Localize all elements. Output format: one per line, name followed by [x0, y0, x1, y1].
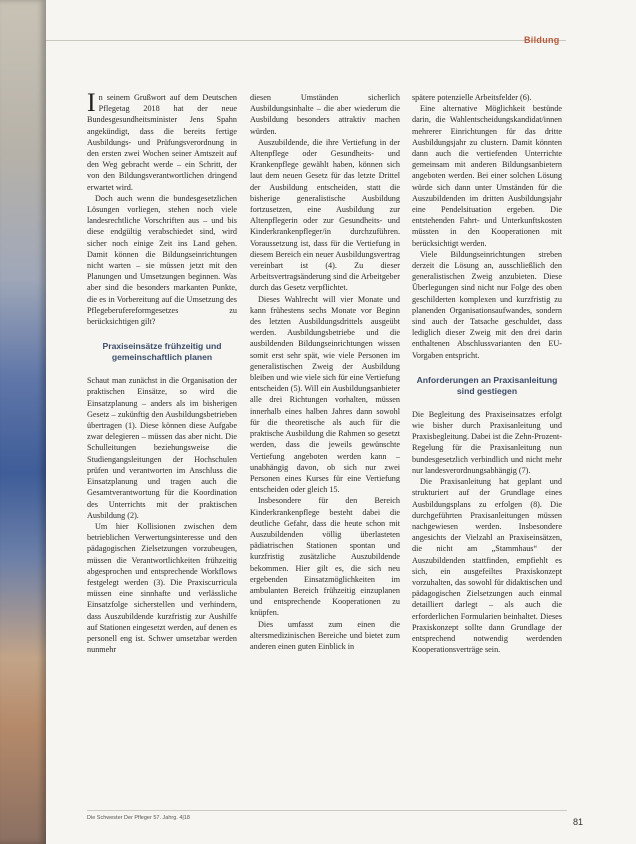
paragraph: spätere potenzielle Arbeitsfelder (6).: [412, 93, 532, 102]
paragraph: Insbesondere für den Bereich Kinderkrankenpflege besteht dabei die deutliche Gefahr, dass die heute schon mit Auszubildenden völlig überlasteten pädiatrischen Stationen spontan und kurzfristig zusätzliche Auszubildende bekommen. Hier gilt es, die sich neu ergebenden Einsatzmöglichkeiten im ambulanten Bereich frühzeitig einzuplanen und entsprechende Kooperationen zu knüpfen.: [250, 496, 400, 618]
column-3: [412, 92, 562, 655]
paragraph: Die Begleitung des Praxiseinsatzes erfolgt wie bisher durch Praxisanleitung und Praxisbegleitung. Dabei ist die Zehn-Prozent-Regelung für die Praxisanleitung nun bundesgesetzlich verbindlich und nicht mehr nur landesverordnungsabhängig (7).: [412, 409, 562, 475]
footer-rule: [87, 810, 567, 811]
page-number: 81: [573, 817, 584, 827]
paragraph: In seinem Grußwort auf dem Deutschen Pflegetag 2018 hat der neue Bundesgesundheitsminister Jens Spahn angekündigt, dass die bereits fertige Ausbildungs- und Prüfungsverordnung in den ersten zwei Wochen seiner Amtszeit auf den Weg gebracht werde – ein Schritt, der von den Bildungsverantwortlichen dringend erwartet wird.: [87, 88, 237, 192]
column-2: [250, 92, 400, 652]
section-heading: Praxiseinsätze frühzeitig und gemeinschaftlich planen: [102, 341, 222, 363]
section-heading: Anforderungen an Praxisanleitung sind gestiegen: [416, 374, 558, 396]
section-tag: Bildung: [524, 35, 560, 45]
paragraph: Um hier Kollisionen zwischen dem betrieblichen Verwertungsinteresse und den pädagogischen Zielsetzungen vorzubeugen, müssen die Verantwortlichkeiten frühzeitig abgesprochen und entsprechende Workflows festgelegt werden (3). Die Praxiscurricula müssen eine sinnhafte und verlässliche Einsatzfolge sicherstellen und verhindern, dass Auszubildende kurzfristig zur Aushilfe auf Stationen eingesetzt werden, auf denen es personell eng ist. Schwer umsetzbar werden nunmehr: [87, 521, 237, 655]
paragraph: Auszubildende, die ihre Vertiefung in der Altenpflege oder Gesundheits- und Krankenpflege gewählt haben, können sich laut dem neuen Gesetz für das letzte Drittel der Ausbildung entscheiden, statt die bisherige generalistische Ausbildung fortzusetzen, eine Ausbildung zur Altenpflegerin oder zur Gesundheits- und Kinderkrankenpfleger/in durchzuführen. Voraussetzung ist, dass für die Vertiefung in diesem Bereich ein neuer Ausbildungsvertrag vereinbart ist (4). Zu dieser Arbeitsvertragsänderung sind die Arbeitgeber durch das Gesetz verpflichtet.: [250, 137, 400, 293]
paragraph: Schaut man zunächst in die Organisation der praktischen Einsätze, so wird die Einsatzplanung – anders als im bisherigen Gesetz – zukünftig den Ausbildungsbetrieben übertragen (1). Diese können diese Aufgabe zwar delegieren – müssen das aber nicht. Die Schulleitungen beziehungsweise die Studiengangsleitungen der Hochschulen prüfen und verantworten im Anschluss die Einsatzplanung und tragen auch die Gesamtverantwortung für die Koordination des Unterrichts mit der praktischen Ausbildung (2).: [87, 376, 237, 520]
paragraph: Doch auch wenn die bundesgesetzlichen Lösungen vorliegen, stehen noch viele landesrechtliche Vorschriften aus – und bis diese endgültig verabschiedet sind, wird sicher noch einige Zeit ins Land gehen. Damit können die Bildungseinrichtungen nicht warten – sie müssen jetzt mit den Planungen und Umsetzungen beginnen. Was aber sind die besonders markanten Punkte, die es in Vorbereitung auf die Umsetzung des Pflegeberufereformgesetzes zu berücksichtigen gilt?: [87, 193, 237, 327]
paragraph: Viele Bildungseinrichtungen streben derzeit die Lösung an, ausschließlich den generalistischen Zweig anzubieten. Diese Überlegungen sind nicht nur Folge des oben geschilderten komplexen und kurzfristig zu planenden Organisationsaufwandes, sondern sind auch der Tatsache geschuldet, dass lediglich dieser Zweig mit den drei darin enthaltenen Abschlussvarianten den EU-Vorgaben entspricht.: [412, 249, 562, 360]
paragraph: Dieses Wahlrecht will vier Monate und kann frühestens sechs Monate vor Beginn des letzten Ausbildungsdrittels ausgeübt werden. Ausbildungsbetriebe und die ausbildenden Bildungseinrichtungen wissen somit erst sehr spät, wie viele Personen im generalistischen Zweig der Ausbildung bleiben und wie viele sich für eine Vertiefung entscheiden (5). Will ein Ausbildungsanbieter alle drei Richtungen vorhalten, müssen innerhalb eines halben Jahres dann sowohl für die theoretische als auch für die praktische Ausbildung die Rahmen so gesetzt werden, dass die jeweils gewünschte Vertiefung angeboten werden kann – unabhängig davon, ob sich nur zwei Personen eines Kurses für eine Vertiefung entscheiden oder gleich 15.: [250, 294, 400, 495]
paragraph: Dies umfasst zum einen die altersmedizinischen Bereiche und bietet zum anderen einen guten Einblick in: [250, 619, 400, 651]
paragraph: diesen Umständen sicherlich Ausbildungsinhalte – die aber wiederum die Ausbildung besonders attraktiv machen würden.: [250, 93, 400, 136]
photo-edge: [0, 0, 46, 844]
header-rule: [46, 40, 566, 41]
column-1: [87, 88, 237, 655]
paragraph: Die Praxisanleitung hat geplant und strukturiert auf der Grundlage eines Ausbildungsplans zu erfolgen (8). Die durchgeführten Praxisanleitungen müssen nachgewiesen werden. Insbesondere angesichts der Vielzahl an Praxiseinsätzen, die nicht am „Stammhaus“ der Auszubildenden stattfinden, empfiehlt es sich, ein ausgefeiltes Praxiskonzept vorzuhalten, das sowohl für didaktischen und pädagogischen Zielsetzungen auch einmal detailliert darlegt – als auch die erforderlichen Formularien beinhaltet. Dieses Praxiskonzept sollte dann Grundlage der entsprechend notwendig werdenden Kooperationsverträge sein.: [412, 477, 562, 655]
drop-cap: I: [87, 88, 96, 117]
paragraph: Eine alternative Möglichkeit bestünde darin, die Wahlentscheidungskandidat/innen mehrerer Einrichtungen für das dritte Ausbildungsjahr zu clustern. Damit könnten dann auch die vertiefenden Unterrichte gemeinsam mit anderen Bildungsanbietern angeboten werden. Bei einer solchen Lösung würde sich dann unter Umständen für die Auszubildenden im dritten Ausbildungsjahr eine Pendelsituation ergeben. Die entstehenden Fahrt- und Unterkunftskosten müssten in den Kooperationen mit berücksichtigt werden.: [412, 104, 562, 248]
footer-citation: Die Schwester Der Pfleger 57. Jahrg. 4|18: [87, 815, 190, 821]
